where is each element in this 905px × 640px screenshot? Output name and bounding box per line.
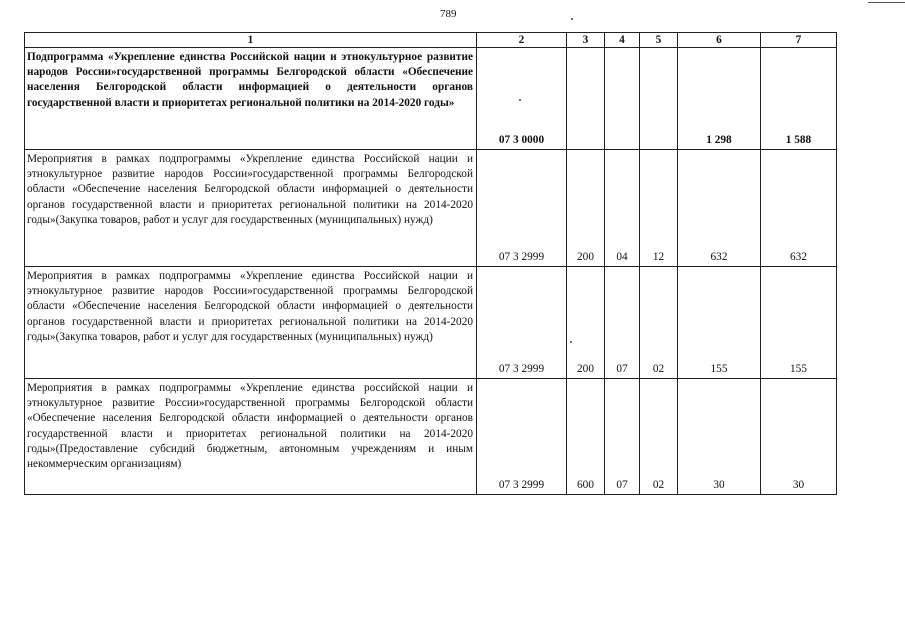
budget-table <box>24 32 837 495</box>
row-expense-type: 200 <box>567 267 605 379</box>
row-section <box>605 48 640 150</box>
row-section: 04 <box>605 150 640 267</box>
row-description: Мероприятия в рамках подпрограммы «Укрепление единства Российской нации и этнокультурное развитие народов России»государственной программы Белгородской области «Обеспечение населения Белгородской области информацией о деятельности органов государственной власти и приоритетах региональной политики на 2014-2020 годы»(Закупка товаров, работ и услуг для государственных (муниципальных) нужд) <box>25 267 477 379</box>
row-subsection <box>640 48 678 150</box>
row-target-code: 07 3 2999 <box>477 267 567 379</box>
scan-edge-line <box>868 2 905 3</box>
row-description: Мероприятия в рамках подпрограммы «Укрепление единства Российской нации и этнокультурное развитие народов России»государственной программы Белгородской области «Обеспечение населения Белгородской области информацией о деятельности органов государственной власти и приоритетах региональной политики на 2014-2020 годы»(Закупка товаров, работ и услуг для государственных (муниципальных) нужд) <box>25 150 477 267</box>
column-header: 7 <box>761 33 837 48</box>
table-row <box>25 150 837 267</box>
column-header: 2 <box>477 33 567 48</box>
row-section: 07 <box>605 267 640 379</box>
row-subsection: 12 <box>640 150 678 267</box>
column-header: 4 <box>605 33 640 48</box>
row-amount-year-2: 155 <box>761 267 837 379</box>
column-header: 6 <box>678 33 761 48</box>
row-amount-year-1: 155 <box>678 267 761 379</box>
row-description: Мероприятия в рамках подпрограммы «Укрепление единства российской нации и этнокультурное развитие России»государственной программы Белгородской области «Обеспечение населения Белгородской области информацией о деятельности органов государственной власти и приоритетах региональной политики на 2014-2020 годы»(Предоставление субсидий бюджетным, автономным учреждениям и иным некоммерческим организациям) <box>25 379 477 495</box>
row-subsection: 02 <box>640 267 678 379</box>
column-header: 5 <box>640 33 678 48</box>
row-amount-year-2: 632 <box>761 150 837 267</box>
table-row <box>25 267 837 379</box>
table-row-subprogram <box>25 48 837 150</box>
page-number: 789 <box>440 8 457 20</box>
row-expense-type <box>567 48 605 150</box>
scan-speck <box>571 18 573 20</box>
row-target-code: 07 3 2999 <box>477 379 567 495</box>
row-amount-year-1: 632 <box>678 150 761 267</box>
row-target-code: 07 3 2999 <box>477 150 567 267</box>
row-expense-type: 200 <box>567 150 605 267</box>
column-number-row <box>25 33 837 48</box>
row-amount-year-1: 30 <box>678 379 761 495</box>
row-amount-year-2: 1 588 <box>761 48 837 150</box>
column-header: 1 <box>25 33 477 48</box>
row-target-code: 07 3 0000 <box>477 48 567 150</box>
row-description: Подпрограмма «Укрепление единства Российской нации и этнокультурное развитие народов России»государственной программы Белгородской области «Обеспечение населения Белгородской области информацией о деятельности органов государственной власти и приоритетах региональной политики на 2014-2020 годы» <box>25 48 477 150</box>
row-section: 07 <box>605 379 640 495</box>
row-amount-year-2: 30 <box>761 379 837 495</box>
row-expense-type: 600 <box>567 379 605 495</box>
row-amount-year-1: 1 298 <box>678 48 761 150</box>
table-row <box>25 379 837 495</box>
row-subsection: 02 <box>640 379 678 495</box>
column-header: 3 <box>567 33 605 48</box>
